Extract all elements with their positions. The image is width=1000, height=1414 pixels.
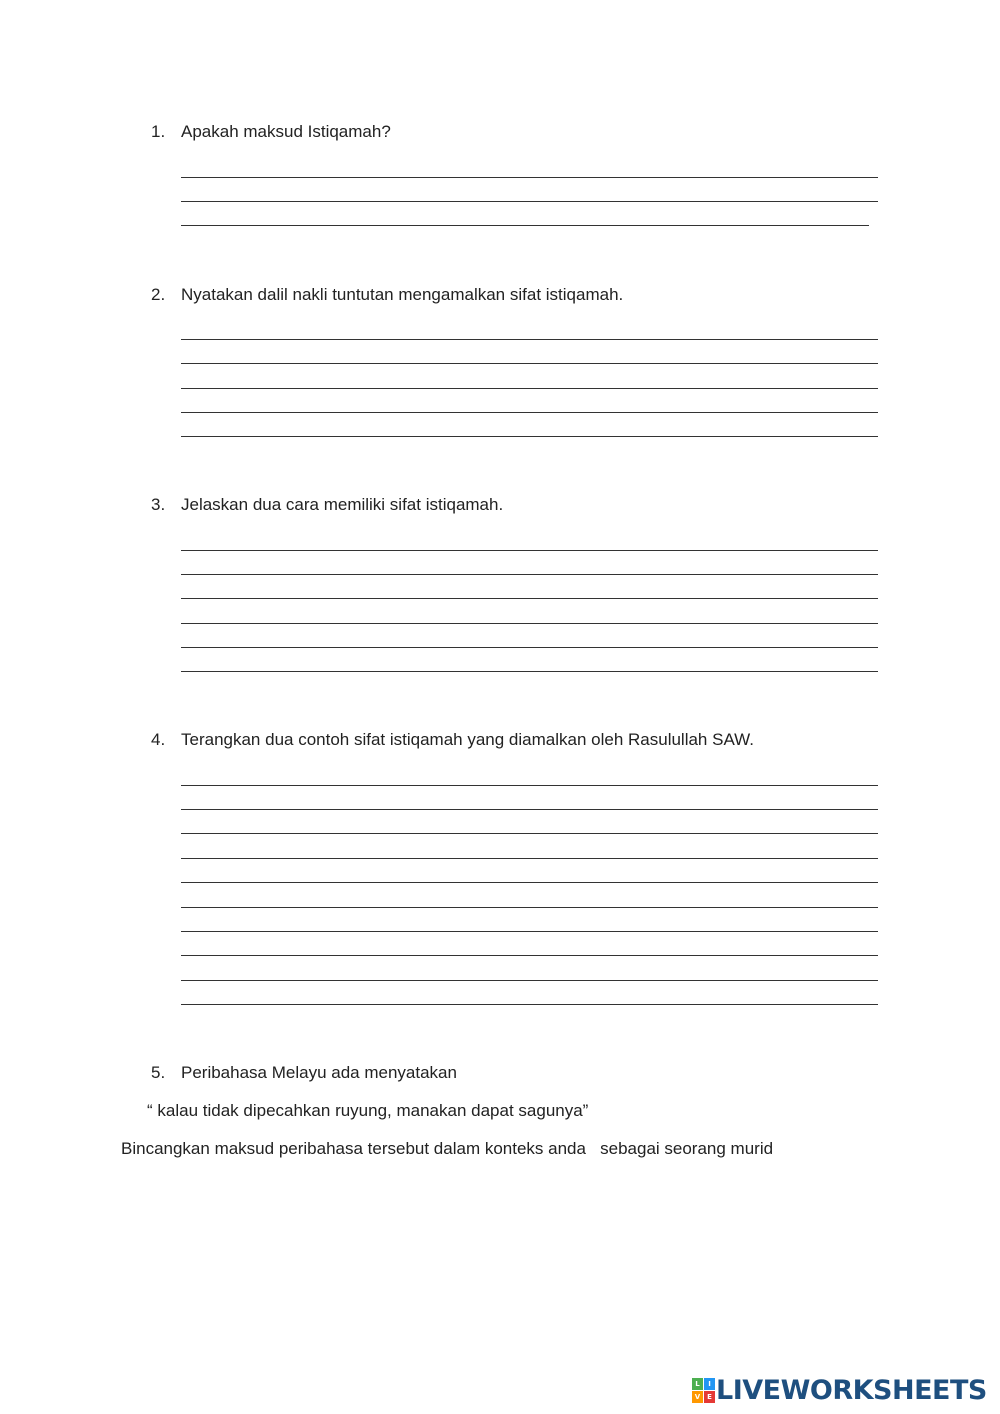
answer-line[interactable]	[181, 980, 878, 981]
answer-line[interactable]	[181, 623, 878, 624]
answer-line[interactable]	[181, 858, 878, 859]
question-1	[151, 122, 391, 142]
answer-line[interactable]	[181, 785, 878, 786]
answer-line[interactable]	[181, 809, 878, 810]
answer-line[interactable]	[181, 647, 878, 648]
question-number: 4.	[151, 730, 166, 749]
answer-line[interactable]	[181, 363, 878, 364]
answer-line[interactable]	[181, 882, 878, 883]
question-text: Nyatakan dalil nakli tuntutan mengamalkan sifat istiqamah.	[181, 285, 624, 304]
liveworksheets-logo	[692, 1375, 987, 1405]
question-number: 1.	[151, 122, 166, 141]
answer-line[interactable]	[181, 388, 878, 389]
question-number: 2.	[151, 285, 166, 304]
question-text: Terangkan dua contoh sifat istiqamah yang diamalkan oleh Rasulullah SAW.	[181, 730, 754, 749]
question-number: 3.	[151, 495, 166, 514]
answer-line[interactable]	[181, 907, 878, 908]
answer-line[interactable]	[181, 177, 878, 178]
logo-letter: E	[704, 1391, 715, 1403]
question-2	[151, 285, 623, 305]
question-text: Peribahasa Melayu ada menyatakan	[181, 1063, 457, 1082]
logo-letter: V	[692, 1391, 703, 1403]
answer-line[interactable]	[181, 436, 878, 437]
answer-line[interactable]	[181, 550, 878, 551]
question-text: Apakah maksud Istiqamah?	[181, 122, 391, 141]
answer-line[interactable]	[181, 412, 878, 413]
question-5	[151, 1063, 457, 1083]
answer-line[interactable]	[181, 201, 878, 202]
answer-line[interactable]	[181, 955, 878, 956]
question-3	[151, 495, 503, 515]
instruction-text: Bincangkan maksud peribahasa tersebut dalam konteks anda sebagai seorang murid	[121, 1139, 774, 1158]
proverb-text: “ kalau tidak dipecahkan ruyung, manakan dapat sagunya”	[147, 1101, 589, 1120]
answer-line[interactable]	[181, 671, 878, 672]
answer-line[interactable]	[181, 833, 878, 834]
question-4	[151, 730, 754, 750]
answer-line[interactable]	[181, 1004, 878, 1005]
answer-line[interactable]	[181, 225, 869, 226]
logo-letter: L	[692, 1378, 703, 1390]
logo-letter: I	[704, 1378, 715, 1390]
answer-line[interactable]	[181, 598, 878, 599]
question-text: Jelaskan dua cara memiliki sifat istiqamah.	[181, 495, 504, 514]
answer-line[interactable]	[181, 931, 878, 932]
brand-name: LIVEWORKSHEETS	[716, 1374, 987, 1406]
question-number: 5.	[151, 1063, 166, 1082]
answer-line[interactable]	[181, 574, 878, 575]
liveworksheets-icon	[692, 1378, 714, 1402]
answer-line[interactable]	[181, 339, 878, 340]
